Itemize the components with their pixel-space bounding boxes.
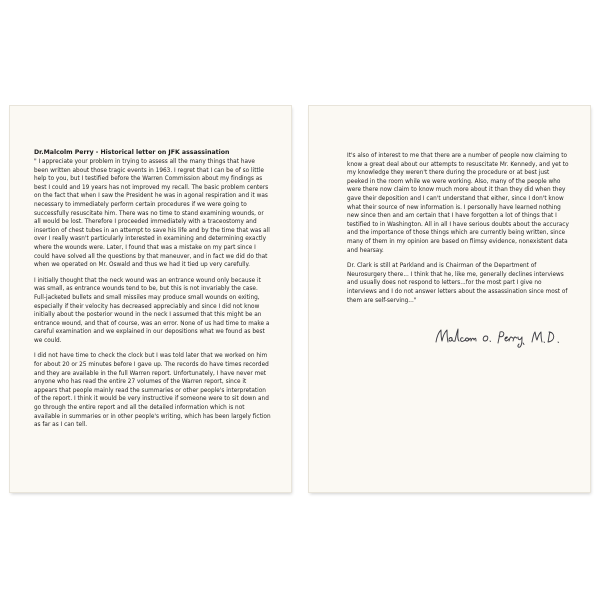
letter-paragraph: I initially thought that the neck wound was an entrance wound only because it was small, as entrance wounds tend to be, but this is not invariably the case. Full-jacketed bullets and small missiles may produce small wounds on exiting, especially if their velocity has decreased appreciably and since I did not know initially about the posterior wound in the neck I assumed that this might be an entrance wound, and that of course, was an error. None of us had time to make a careful examination and we explained in our depositions what we found as best we could. [34,277,270,344]
letter-paragraph: Dr. Clark is still at Parkland and is Chairman of the Department of Neurosurgery there... I think that he, like me, generally declines interviews and usually does not respond to letters...for the most part I give no interviews and I do not answer letters about the assassination since most of them are self-serving..." [347,263,568,304]
letter-paragraph: " I appreciate your problem in trying to assess all the many things that have been written about those tragic events in 1963. I regret that I can be of so little help to you, but I testified before the Warren Commission about my findings as best I could and 19 years has not improved my recall. The basic problem centers on the fact that when I saw the President he was in agonal respiration and it was necessary to immediately perform certain procedures if we were going to successfully resuscitate him. There was no time to stand examining wounds, or all would be lost. Therefore I proceeded immediately with a traceostomy and insertion of chest tubes in an attempt to save his life and by the time that was all over I really wasn't particularly interested in examining and determining exactly where the wounds were. Later, I found that was a mistake on my part since I could have solved all the questions by that maneuver, and in fact we did do that when we operated on Mr. Oswald and thus we had it tied up very carefully. [34,159,270,269]
letter-paragraph: I did not have time to check the clock but I was told later that we worked on him for about 20 or 25 minutes before I gave up. The records do have times recorded and they are available in the full Warren report. Unfortunately, I have never met anyone who has read the entire 27 volumes of the Warren report, since it appears that people mainly read the summaries or other people's interpretation of the report. I think it would be very instructive if someone were to sit down and go through the entire report and all the detailed information which is not available in summaries or in other people's writing, which has been largely fiction as far as I can tell. [34,353,271,429]
letter-page-2 [309,106,590,492]
letter-title: Dr.Malcolm Perry - Historical letter on JFK assassination [34,149,230,156]
letter-paragraph: It's also of interest to me that there are a number of people now claiming to know a great deal about our attempts to resuscitate Mr. Kennedy, and yet to my knowledge they weren't there during the procedure or at best just peeked in the room while we were working. Also, many of the people who were there now claim to know much more about it than they did when they gave their deposition and I can't understand that either, since I don't know what their source of new information is. I personally have learned nothing new since then and am certain that I have forgotten a lot of things that I testified to in Washington. All in all I have serious doubts about the accuracy and the importance of those things which are currently being written, since many of them in my opinion are based on flimsy evidence, nonexistent data and hearsay. [347,153,569,254]
handwritten-signature [434,324,569,350]
letter-page-1 [10,106,291,492]
